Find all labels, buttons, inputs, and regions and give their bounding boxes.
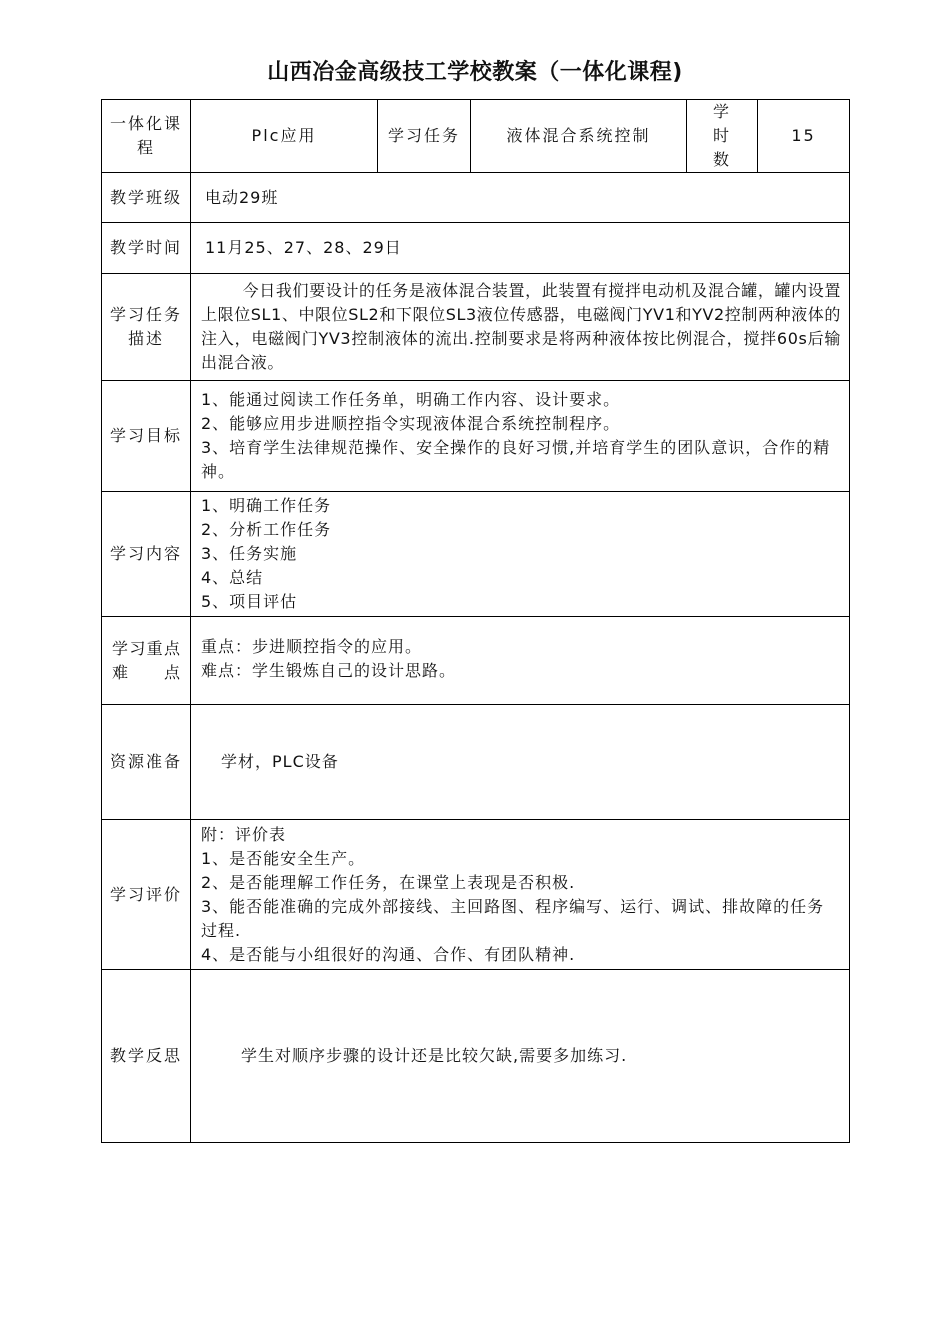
content-line: 3、任务实施 [201, 544, 298, 563]
content-line: 2、分析工作任务 [201, 520, 332, 539]
desc-row [102, 274, 850, 381]
class-row [102, 173, 850, 223]
eval-line: 2、是否能理解工作任务，在课堂上表现是否积极. [201, 872, 576, 892]
key-label: 学习重点难点 [102, 617, 191, 705]
eval-line: 附：评价表 [201, 824, 287, 844]
course-label: 一体化课程 [102, 100, 191, 173]
task-value: 液体混合系统控制 [471, 100, 687, 173]
content-row [102, 492, 850, 617]
goal-line: 3、培育学生法律规范操作、安全操作的良好习惯,并培育学生的团队意识，合作的精神。 [201, 438, 831, 481]
class-value: 电动29班 [191, 173, 850, 223]
time-row [102, 223, 850, 274]
key-row [102, 617, 850, 705]
eval-line: 1、是否能安全生产。 [201, 848, 366, 868]
time-value: 11月25、27、28、29日 [191, 223, 850, 274]
header-row [102, 100, 850, 173]
reflection-row [102, 970, 850, 1143]
class-label: 教学班级 [102, 173, 191, 223]
desc-label: 学习任务描述 [102, 274, 191, 381]
desc-value: 今日我们要设计的任务是液体混合装置，此装置有搅拌电动机及混合罐，罐内设置上限位SL1、中限位SL2和下限位SL3液位传感器，电磁阀门YV1和YV2控制两种液体的注入，电磁阀门YV3控制液体的流出.控制要求是将两种液体按比例混合，搅拌60s后输出混合液。 [201, 281, 841, 372]
reflection-value: 学生对顺序步骤的设计还是比较欠缺,需要多加练习. [191, 970, 850, 1143]
key-line: 难点：学生锻炼自己的设计思路。 [201, 661, 457, 680]
goal-row [102, 381, 850, 492]
resource-label: 资源准备 [102, 705, 191, 820]
page-title: 山西冶金高级技工学校教案（一体化课程) [267, 60, 683, 85]
content-line: 4、总结 [201, 568, 264, 587]
hours-label: 学时数 [687, 100, 758, 173]
key-line: 重点：步进顺控指令的应用。 [201, 637, 423, 656]
resource-value: 学材，PLC设备 [191, 705, 850, 820]
resource-row [102, 705, 850, 820]
course-value: Plc应用 [191, 100, 378, 173]
goal-label: 学习目标 [102, 381, 191, 492]
content-line: 1、明确工作任务 [201, 496, 332, 515]
lesson-plan-table [101, 99, 850, 1143]
eval-label: 学习评价 [102, 820, 191, 970]
hours-value: 15 [758, 100, 850, 173]
goal-line: 2、能够应用步进顺控指令实现液体混合系统控制程序。 [201, 414, 621, 433]
content-label: 学习内容 [102, 492, 191, 617]
task-label: 学习任务 [378, 100, 471, 173]
reflection-label: 教学反思 [102, 970, 191, 1143]
eval-row [102, 820, 850, 970]
goal-line: 1、能通过阅读工作任务单，明确工作内容、设计要求。 [201, 390, 621, 409]
eval-line: 3、能否能准确的完成外部接线、主回路图、程序编写、运行、调试、排故障的任务过程. [201, 896, 825, 940]
content-line: 5、项目评估 [201, 592, 298, 611]
time-label: 教学时间 [102, 223, 191, 274]
eval-line: 4、是否能与小组很好的沟通、合作、有团队精神. [201, 944, 576, 964]
